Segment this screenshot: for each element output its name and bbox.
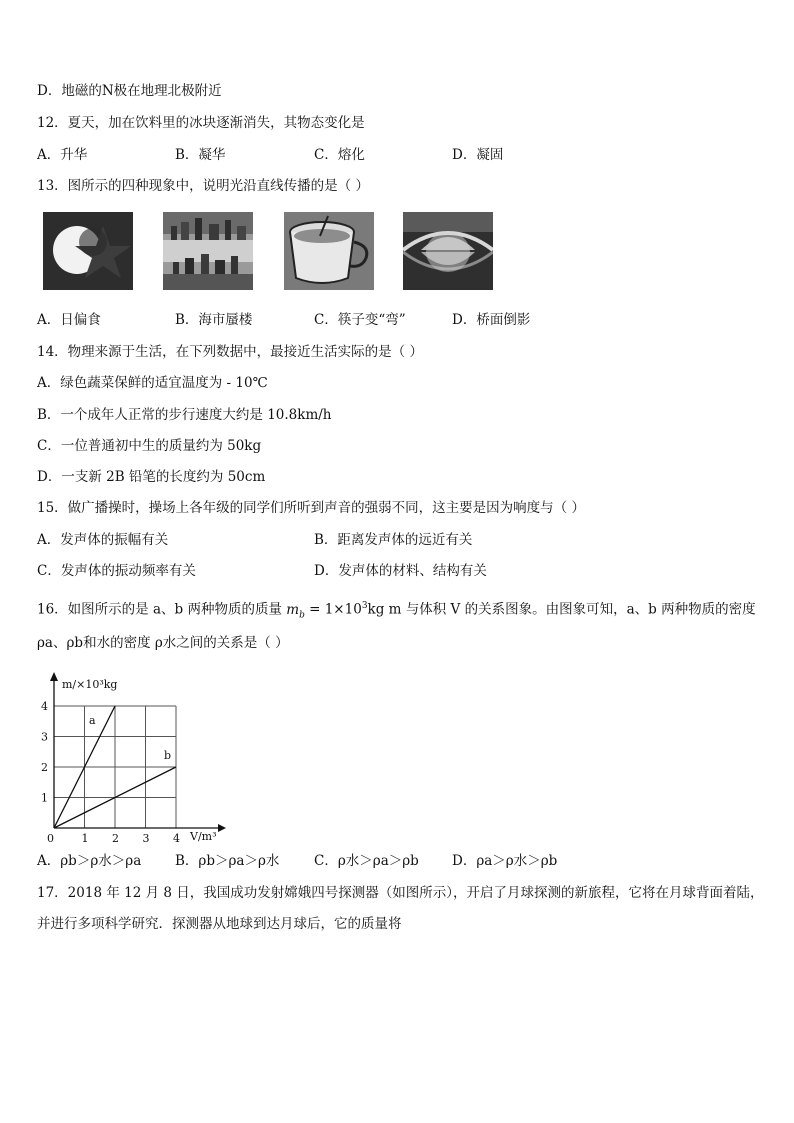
q16-stem-part1: 16．如图所示的是 a、b 两种物质的质量 (37, 601, 282, 618)
q17-stem-line2: 并进行多项科学研究．探测器从地球到达月球后，它的质量将 (37, 916, 402, 932)
q16-formula-m: m (286, 601, 300, 618)
q16-formula (286, 601, 305, 621)
mass-volume-graph (30, 668, 230, 843)
q12-option-d: D．凝固 (452, 147, 504, 163)
series-label-b: b (164, 749, 172, 762)
x-tick-label: 0 (47, 832, 54, 843)
q12-option-b: B．凝华 (175, 147, 226, 163)
q12-option-a: A．升华 (37, 147, 88, 163)
q16-formula-eq: = 1×10 (304, 601, 362, 618)
q16-stem-line2: ρa、ρb和水的密度 ρ水之间的关系是（ ） (37, 635, 289, 651)
q15-option-b: B．距离发声体的远近有关 (314, 532, 473, 548)
q15-option-a: A．发声体的振幅有关 (37, 532, 169, 548)
x-tick-label: 3 (142, 832, 150, 843)
y-tick-label: 2 (41, 761, 48, 774)
q13-option-b: B．海市蜃楼 (175, 312, 253, 328)
x-tick-label: 4 (173, 832, 180, 843)
q16-formula-unit: kg (367, 601, 385, 618)
y-tick-label: 4 (41, 700, 48, 713)
q16-option-b: B．ρb＞ρa＞ρ水 (175, 853, 280, 869)
x-axis-label: V/m³ (190, 830, 217, 843)
q16-formula-sub: b (299, 610, 305, 621)
series-label-a: a (89, 714, 96, 727)
q16-stem (37, 596, 756, 625)
photo-mirage (163, 212, 253, 290)
q15-stem: 15．做广播操时，操场上各年级的同学们所听到声音的强弱不同，这主要是因为响度与（ ） (37, 500, 585, 516)
q17-stem-line1: 17．2018 年 12 月 8 日，我国成功发射嫦娥四号探测器（如图所示），开启了月球探测的新旅程，它将在月球背面着陆， (37, 885, 764, 901)
q16-option-c: C．ρ水＞ρa＞ρb (314, 853, 419, 869)
q16-stem-part2: m 与体积 V 的关系图象。由图象可知，a、b 两种物质的密度 (388, 601, 756, 618)
y-axis-arrow (50, 672, 58, 681)
x-tick-label: 1 (81, 832, 89, 843)
q14-option-a: A．绿色蔬菜保鲜的适宜温度为 - 10℃ (37, 375, 268, 391)
q13-option-c: C．筷子变“弯” (314, 312, 406, 328)
q16-option-d: D．ρa＞ρ水＞ρb (452, 853, 558, 869)
q12-stem: 12．夏天，加在饮料里的冰块逐渐消失，其物态变化是 (37, 115, 365, 131)
y-tick-label: 3 (41, 730, 48, 744)
q12-option-c: C．熔化 (314, 147, 365, 163)
q16-formula-exp: 3 (361, 601, 368, 611)
y-axis-label: m/×10³kg (62, 678, 118, 691)
q14-stem: 14．物理来源于生活，在下列数据中，最接近生活实际的是（ ） (37, 344, 423, 360)
q14-option-d: D．一支新 2B 铅笔的长度约为 50cm (37, 469, 266, 485)
q14-option-c: C．一位普通初中生的质量约为 50kg (37, 438, 262, 454)
q13-option-a: A．日偏食 (37, 312, 101, 328)
q14-option-b: B．一个成年人正常的步行速度大约是 10.8km/h (37, 407, 332, 423)
q16-option-a: A．ρb＞ρ水＞ρa (37, 853, 142, 869)
x-tick-label: 2 (112, 832, 119, 843)
photo-bent-chopsticks (284, 212, 374, 290)
graph-grid (54, 706, 176, 828)
q13-stem: 13．图所示的四种现象中，说明光沿直线传播的是（ ） (37, 178, 369, 194)
q15-option-d: D．发声体的材料、结构有关 (314, 563, 487, 579)
q11-option-d: D．地磁的N极在地理北极附近 (37, 83, 222, 99)
q13-option-d: D．桥面倒影 (452, 312, 531, 328)
y-tick-label: 1 (41, 791, 48, 805)
photo-bridge-reflection (403, 212, 493, 290)
x-axis-arrow (218, 824, 226, 832)
q15-option-c: C．发声体的振动频率有关 (37, 563, 196, 579)
photo-partial-eclipse (43, 212, 133, 290)
